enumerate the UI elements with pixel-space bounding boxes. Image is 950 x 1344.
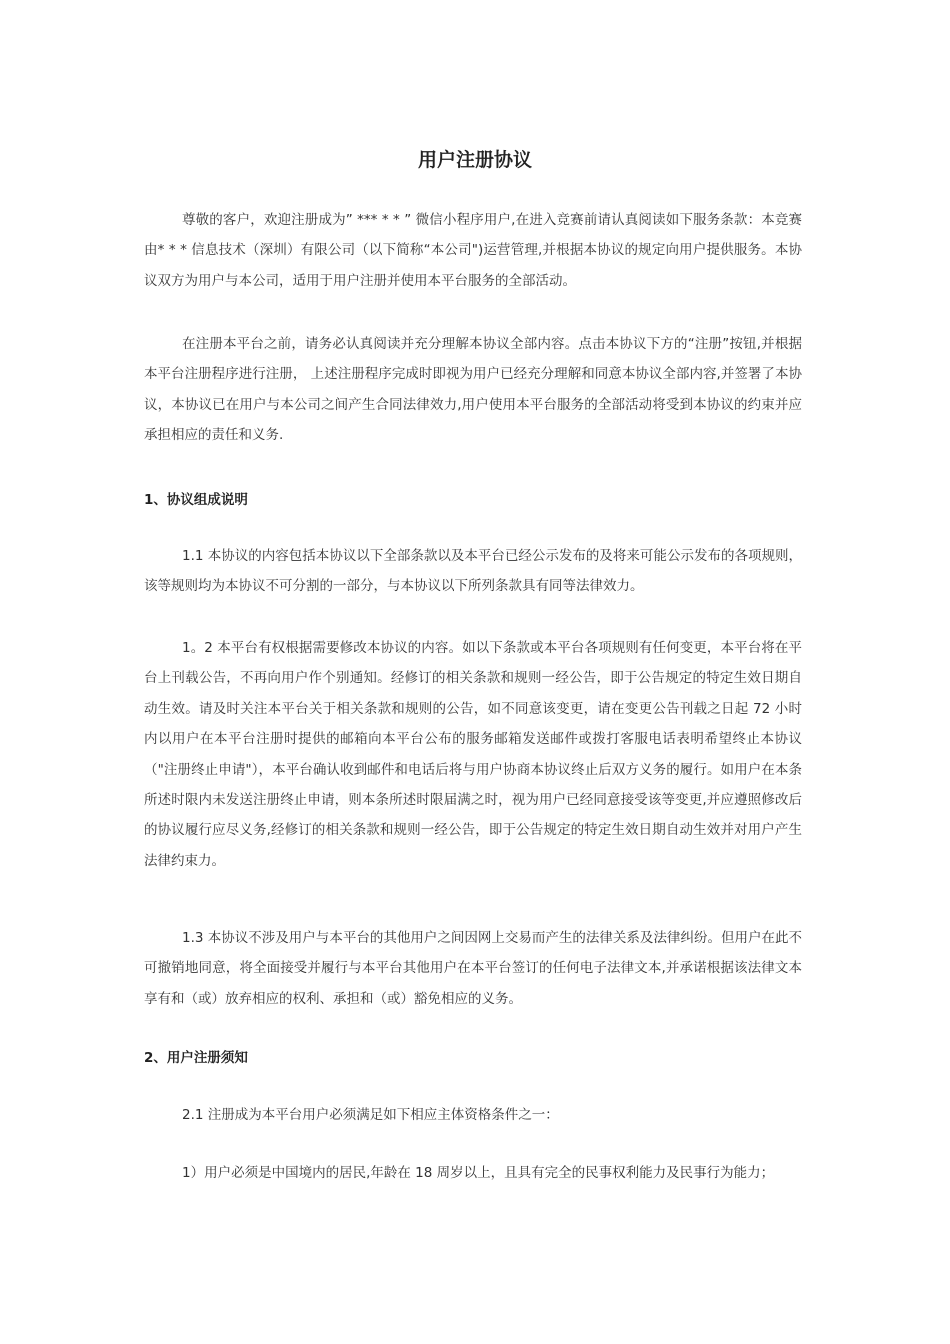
section-2-heading: 2、用户注册须知 <box>144 1050 248 1066</box>
intro-paragraph: 尊敬的客户，欢迎注册成为” *** * * ” 微信小程序用户,在进入竞赛前请认真阅读如下服务条款：本竞赛由* * * 信息技术（深圳）有限公司（以下简称“本公司")运营管理,并根据本协议的规定向用户提供服务。本协议双方为用户与本公司，适用于用户注册并使用本平台服务的全部活动。 <box>144 212 802 289</box>
preamble-paragraph: 在注册本平台之前，请务必认真阅读并充分理解本协议全部内容。点击本协议下方的“注册”按钮,并根据本平台注册程序进行注册， 上述注册程序完成时即视为用户已经充分理解和同意本协议全部内容,并签署了本协议，本协议已在用户与本公司之间产生合同法律效力,用户使用本平台服务的全部活动将受到本协议的约束并应承担相应的责任和义务. <box>144 336 802 444</box>
document-title: 用户注册协议 <box>417 149 532 171</box>
section-1-heading: 1、协议组成说明 <box>144 492 248 508</box>
clause-2-1-item-1: 1）用户必须是中国境内的居民,年龄在 18 周岁以上，且具有完全的民事权利能力及民事行为能力； <box>182 1165 775 1181</box>
clause-1-1: 1.1 本协议的内容包括本协议以下全部条款以及本平台已经公示发布的及将来可能公示发布的各项规则，该等规则均为本协议不可分割的一部分，与本协议以下所列条款具有同等法律效力。 <box>144 548 802 595</box>
clause-1-2: 1。2 本平台有权根据需要修改本协议的内容。如以下条款或本平台各项规则有任何变更，本平台将在平台上刊载公告，不再向用户作个别通知。经修订的相关条款和规则一经公告，即于公告规定的特定生效日期自动生效。请及时关注本平台关于相关条款和规则的公告，如不同意该变更，请在变更公告刊载之日起 72 小时内以用户在本平台注册时提供的邮箱向本平台公布的服务邮箱发送邮件或拨打客服电话表明希望终止本协议（"注册终止申请"），本平台确认收到邮件和电话后将与用户协商本协议终止后双方义务的履行。如用户在本条所述时限内未发送注册终止申请，则本条所述时限届满之时，视为用户已经同意接受该等变更,并应遵照修改后的协议履行应尽义务,经修订的相关条款和规则一经公告，即于公告规定的特定生效日期自动生效并对用户产生法律约束力。 <box>144 640 802 869</box>
clause-1-3: 1.3 本协议不涉及用户与本平台的其他用户之间因网上交易而产生的法律关系及法律纠纷。但用户在此不可撤销地同意，将全面接受并履行与本平台其他用户在本平台签订的任何电子法律文本,并承诺根据该法律文本享有和（或）放弃相应的权利、承担和（或）豁免相应的义务。 <box>144 930 802 1007</box>
clause-2-1: 2.1 注册成为本平台用户必须满足如下相应主体资格条件之一： <box>182 1107 559 1123</box>
